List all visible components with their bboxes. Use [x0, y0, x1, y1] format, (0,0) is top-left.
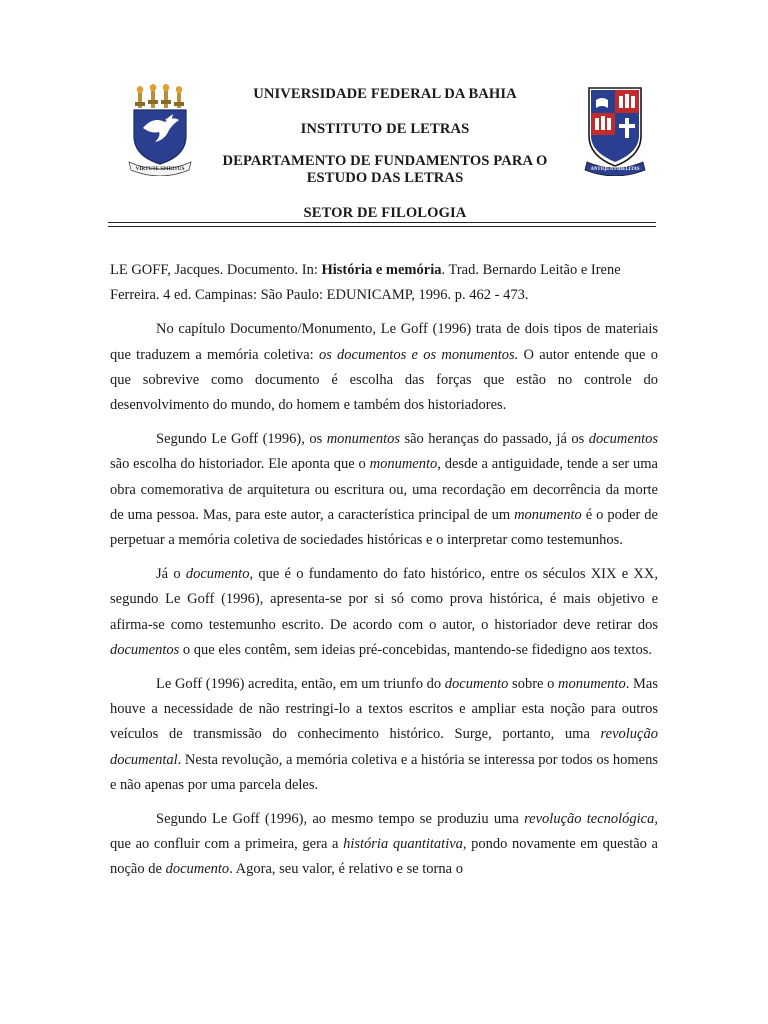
text-run: são escolha do historiador. Ele aponta que o: [110, 456, 370, 473]
italic-term: monumento: [514, 506, 582, 523]
text-run: No capítulo Documento/Monumento, Le Goff (1996) trata de dois tipos de materiais que traduzem a memória coletiva:: [110, 321, 658, 363]
italic-term: monumento: [558, 676, 626, 693]
header-divider-top: [108, 222, 656, 223]
text-run: . Nesta revolução, a memória coletiva e a história se interessa por todos os homens e não apenas por uma parcela deles.: [110, 751, 658, 793]
italic-term: história quantitativa,: [343, 836, 467, 853]
italic-term: documentos: [110, 641, 180, 658]
torch-icon: [148, 84, 158, 108]
italic-term: os documentos e os monumentos.: [318, 346, 519, 363]
italic-term: monumento,: [369, 456, 441, 473]
text-run: é o poder de perpetuar a memória coletiva de sociedades históricas e o interpretar como testemunhos.: [110, 506, 658, 549]
body-paragraph: [110, 807, 658, 883]
instituto-letras-shield-logo: [583, 86, 647, 176]
torch-icon: [161, 84, 171, 108]
body-paragraphs: [110, 317, 658, 882]
text-run: desde a antiguidade, tende a ser uma obra comemorativa de arquitetura ou escritura ou, uma recordação em decorrência da morte de uma pessoa. Mas, para este autor, a característica principal de um: [110, 456, 658, 523]
university-name: UNIVERSIDADE FEDERAL DA BAHIA: [253, 86, 517, 102]
reference-details: . Trad. Bernardo Leitão e Irene Ferreira. 4 ed. Campinas: São Paulo: EDUNICAMP, 1996. p. 462 - 473.: [110, 262, 621, 304]
text-run: , que é o fundamento do fato histórico, entre os séculos XIX e XX, segundo Le Goff (1996), apresenta-se por si só como prova histórica, é mais objetivo e afirma-se como testemunho escrito. De acordo com o autor, o historiador deve retirar dos: [110, 566, 658, 633]
sector-name: SETOR DE FILOLOGIA: [303, 205, 467, 221]
text-run: Já o: [156, 566, 186, 583]
text-run: . Agora, seu valor, é relativo e se torna o: [229, 861, 463, 878]
reference-author: LE GOFF, Jacques. Documento. In:: [110, 262, 322, 278]
text-run: Segundo Le Goff (1996), ao mesmo tempo se produziu uma: [156, 811, 525, 828]
body-paragraph: [110, 562, 658, 663]
bibliographic-reference: [110, 258, 658, 308]
text-run: . Mas houve a necessidade de não restringi-lo a textos escritos e ampliar esta noção para outros veículos de transmissão do conhecimento histórico. Surge, portanto, uma: [110, 676, 658, 743]
document-body: [110, 258, 658, 883]
text-run: são heranças do passado, já os: [400, 431, 589, 448]
text-run: Le Goff (1996) acredita, então, em um triunfo do: [156, 676, 445, 693]
italic-term: revolução tecnológica: [524, 811, 655, 828]
text-run: , que ao confluir com a primeira, gera a: [110, 811, 658, 853]
body-paragraph: [110, 672, 658, 798]
text-run: Segundo Le Goff (1996), os: [156, 431, 327, 448]
italic-term: documento: [185, 566, 250, 583]
text-run: O autor entende que o que sobrevive como documento é escolha das forças que estão no controle do desenvolvimento do mundo, do homem e também dos historiadores.: [110, 346, 658, 414]
institute-name: INSTITUTO DE LETRAS: [300, 121, 470, 137]
body-paragraph: [110, 317, 658, 418]
header-divider-bottom: [108, 226, 656, 227]
italic-term: documento: [444, 676, 509, 693]
torch-icon: [174, 86, 184, 108]
italic-term: documentos: [588, 431, 658, 448]
right-logo-motto: ANTIQUA FIDELITAS: [590, 167, 640, 172]
document-header: [0, 0, 768, 230]
left-logo-motto: VIRTUTE SPIRITUS: [135, 166, 185, 172]
torch-icon: [135, 86, 145, 108]
reference-book-title: História e memória: [321, 262, 442, 278]
ufba-coat-of-arms-logo: [127, 84, 193, 176]
text-run: sobre o: [508, 676, 559, 693]
text-run: pondo novamente em questão a noção de: [110, 836, 658, 878]
italic-term: documento: [165, 861, 230, 878]
body-paragraph: [110, 427, 658, 553]
text-run: o que eles contêm, sem ideias pré-concebidas, mantendo-se fidedigno aos textos.: [179, 641, 652, 658]
italic-term: monumentos: [326, 431, 400, 448]
department-name: DEPARTAMENTO DE FUNDAMENTOS PARA O ESTUDO DAS LETRAS: [222, 153, 548, 186]
italic-term: revolução documental: [110, 726, 658, 768]
